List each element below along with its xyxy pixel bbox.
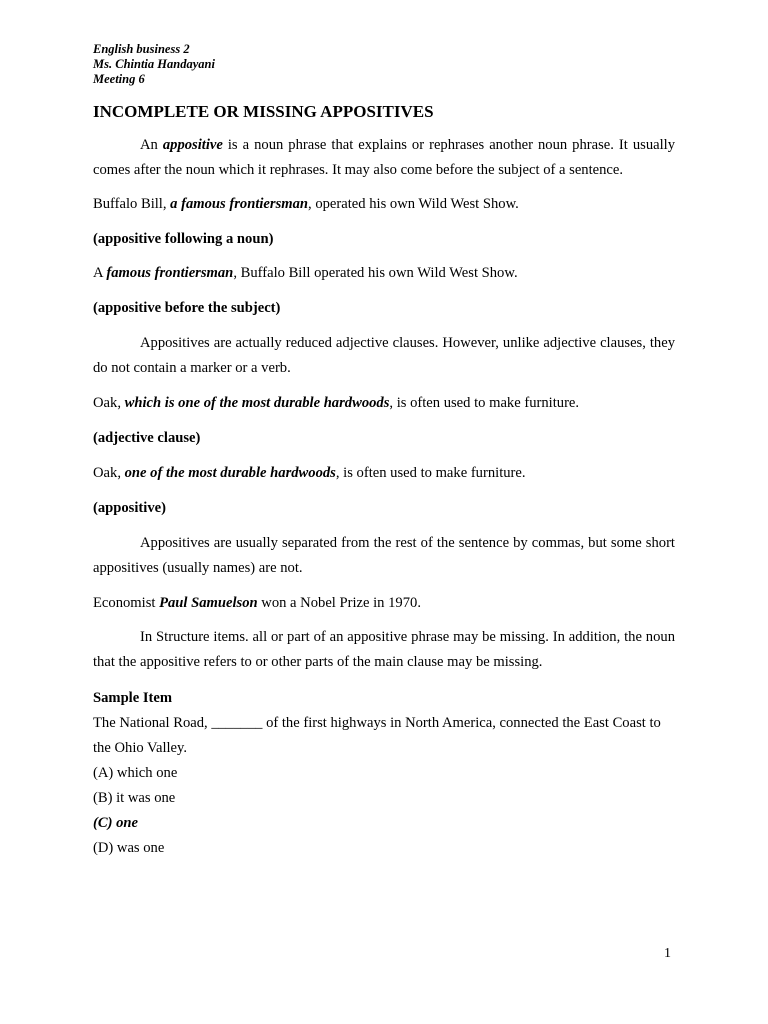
label-3-text: (adjective clause): [93, 430, 201, 446]
example-3-end: , is often used to make furniture.: [389, 395, 580, 411]
intro-paragraph: [93, 133, 675, 183]
example-5-end: won a Nobel Prize in 1970.: [257, 595, 421, 611]
example-2: [93, 261, 675, 286]
example-3-start: Oak,: [93, 395, 125, 411]
example-5-appositive: Paul Samuelson: [159, 595, 258, 611]
intro-text-end: is a noun phrase that explains or rephrases another noun phrase. It usually comes after the noun which it rephrases. It may also come before the subject of a sentence.: [93, 137, 675, 178]
option-d: (D) was one: [93, 840, 165, 856]
example-4-appositive: one of the most durable hardwoods: [124, 465, 336, 481]
example-4-end: , is often used to make furniture.: [335, 465, 526, 481]
option-a: (A) which one: [93, 765, 178, 781]
example-2-end: , Buffalo Bill operated his own Wild West Show.: [233, 265, 518, 281]
page-number: 1: [664, 946, 671, 961]
example-1-appositive: a famous frontiersman: [170, 196, 309, 212]
label-4-text: (appositive): [93, 500, 166, 516]
label-2-text: (appositive before the subject): [93, 300, 281, 316]
example-3-clause: which is one of the most durable hardwoods: [124, 395, 390, 411]
page-title: INCOMPLETE OR MISSING APPOSITIVES: [93, 102, 434, 121]
example-4: [93, 461, 675, 486]
option-c: [93, 811, 675, 836]
sample-heading: [93, 686, 675, 711]
example-5-start: Economist: [93, 595, 160, 611]
sample-heading-text: Sample Item: [93, 690, 173, 706]
document-header: [93, 42, 215, 87]
intro-term: appositive: [162, 137, 223, 153]
intro-text-start: An: [140, 137, 163, 153]
example-1-start: Buffalo Bill,: [93, 196, 171, 212]
label-1-text: (appositive following a noun): [93, 231, 274, 247]
sample-question: The National Road, _______ of the first highways in North America, connected the East Coast to the Ohio Valley.: [93, 715, 661, 756]
option-c-answer: (C) one: [93, 815, 138, 831]
example-4-start: Oak,: [93, 465, 125, 481]
label-1: [93, 227, 675, 252]
paragraph-2: Appositives are actually reduced adjective clauses. However, unlike adjective clauses, they do not contain a marker or a verb.: [93, 335, 675, 376]
label-3: [93, 426, 675, 451]
example-2-start: A: [93, 265, 107, 281]
example-3: [93, 391, 675, 416]
paragraph-4: In Structure items. all or part of an appositive phrase may be missing. In addition, the noun that the appositive refers to or other parts of the main clause may be missing.: [93, 629, 675, 670]
example-2-appositive: famous frontiersman: [106, 265, 234, 281]
option-b: (B) it was one: [93, 790, 176, 806]
example-1: [93, 192, 675, 217]
example-1-end: , operated his own Wild West Show.: [308, 196, 519, 212]
label-2: [93, 296, 675, 321]
header-course: English business 2: [93, 42, 190, 56]
header-meeting: Meeting 6: [93, 72, 145, 86]
example-5: [93, 591, 675, 616]
paragraph-3: Appositives are usually separated from the rest of the sentence by commas, but some short appositives (usually names) are not.: [93, 535, 675, 576]
header-teacher: Ms. Chintia Handayani: [93, 57, 215, 71]
label-4: [93, 496, 675, 521]
